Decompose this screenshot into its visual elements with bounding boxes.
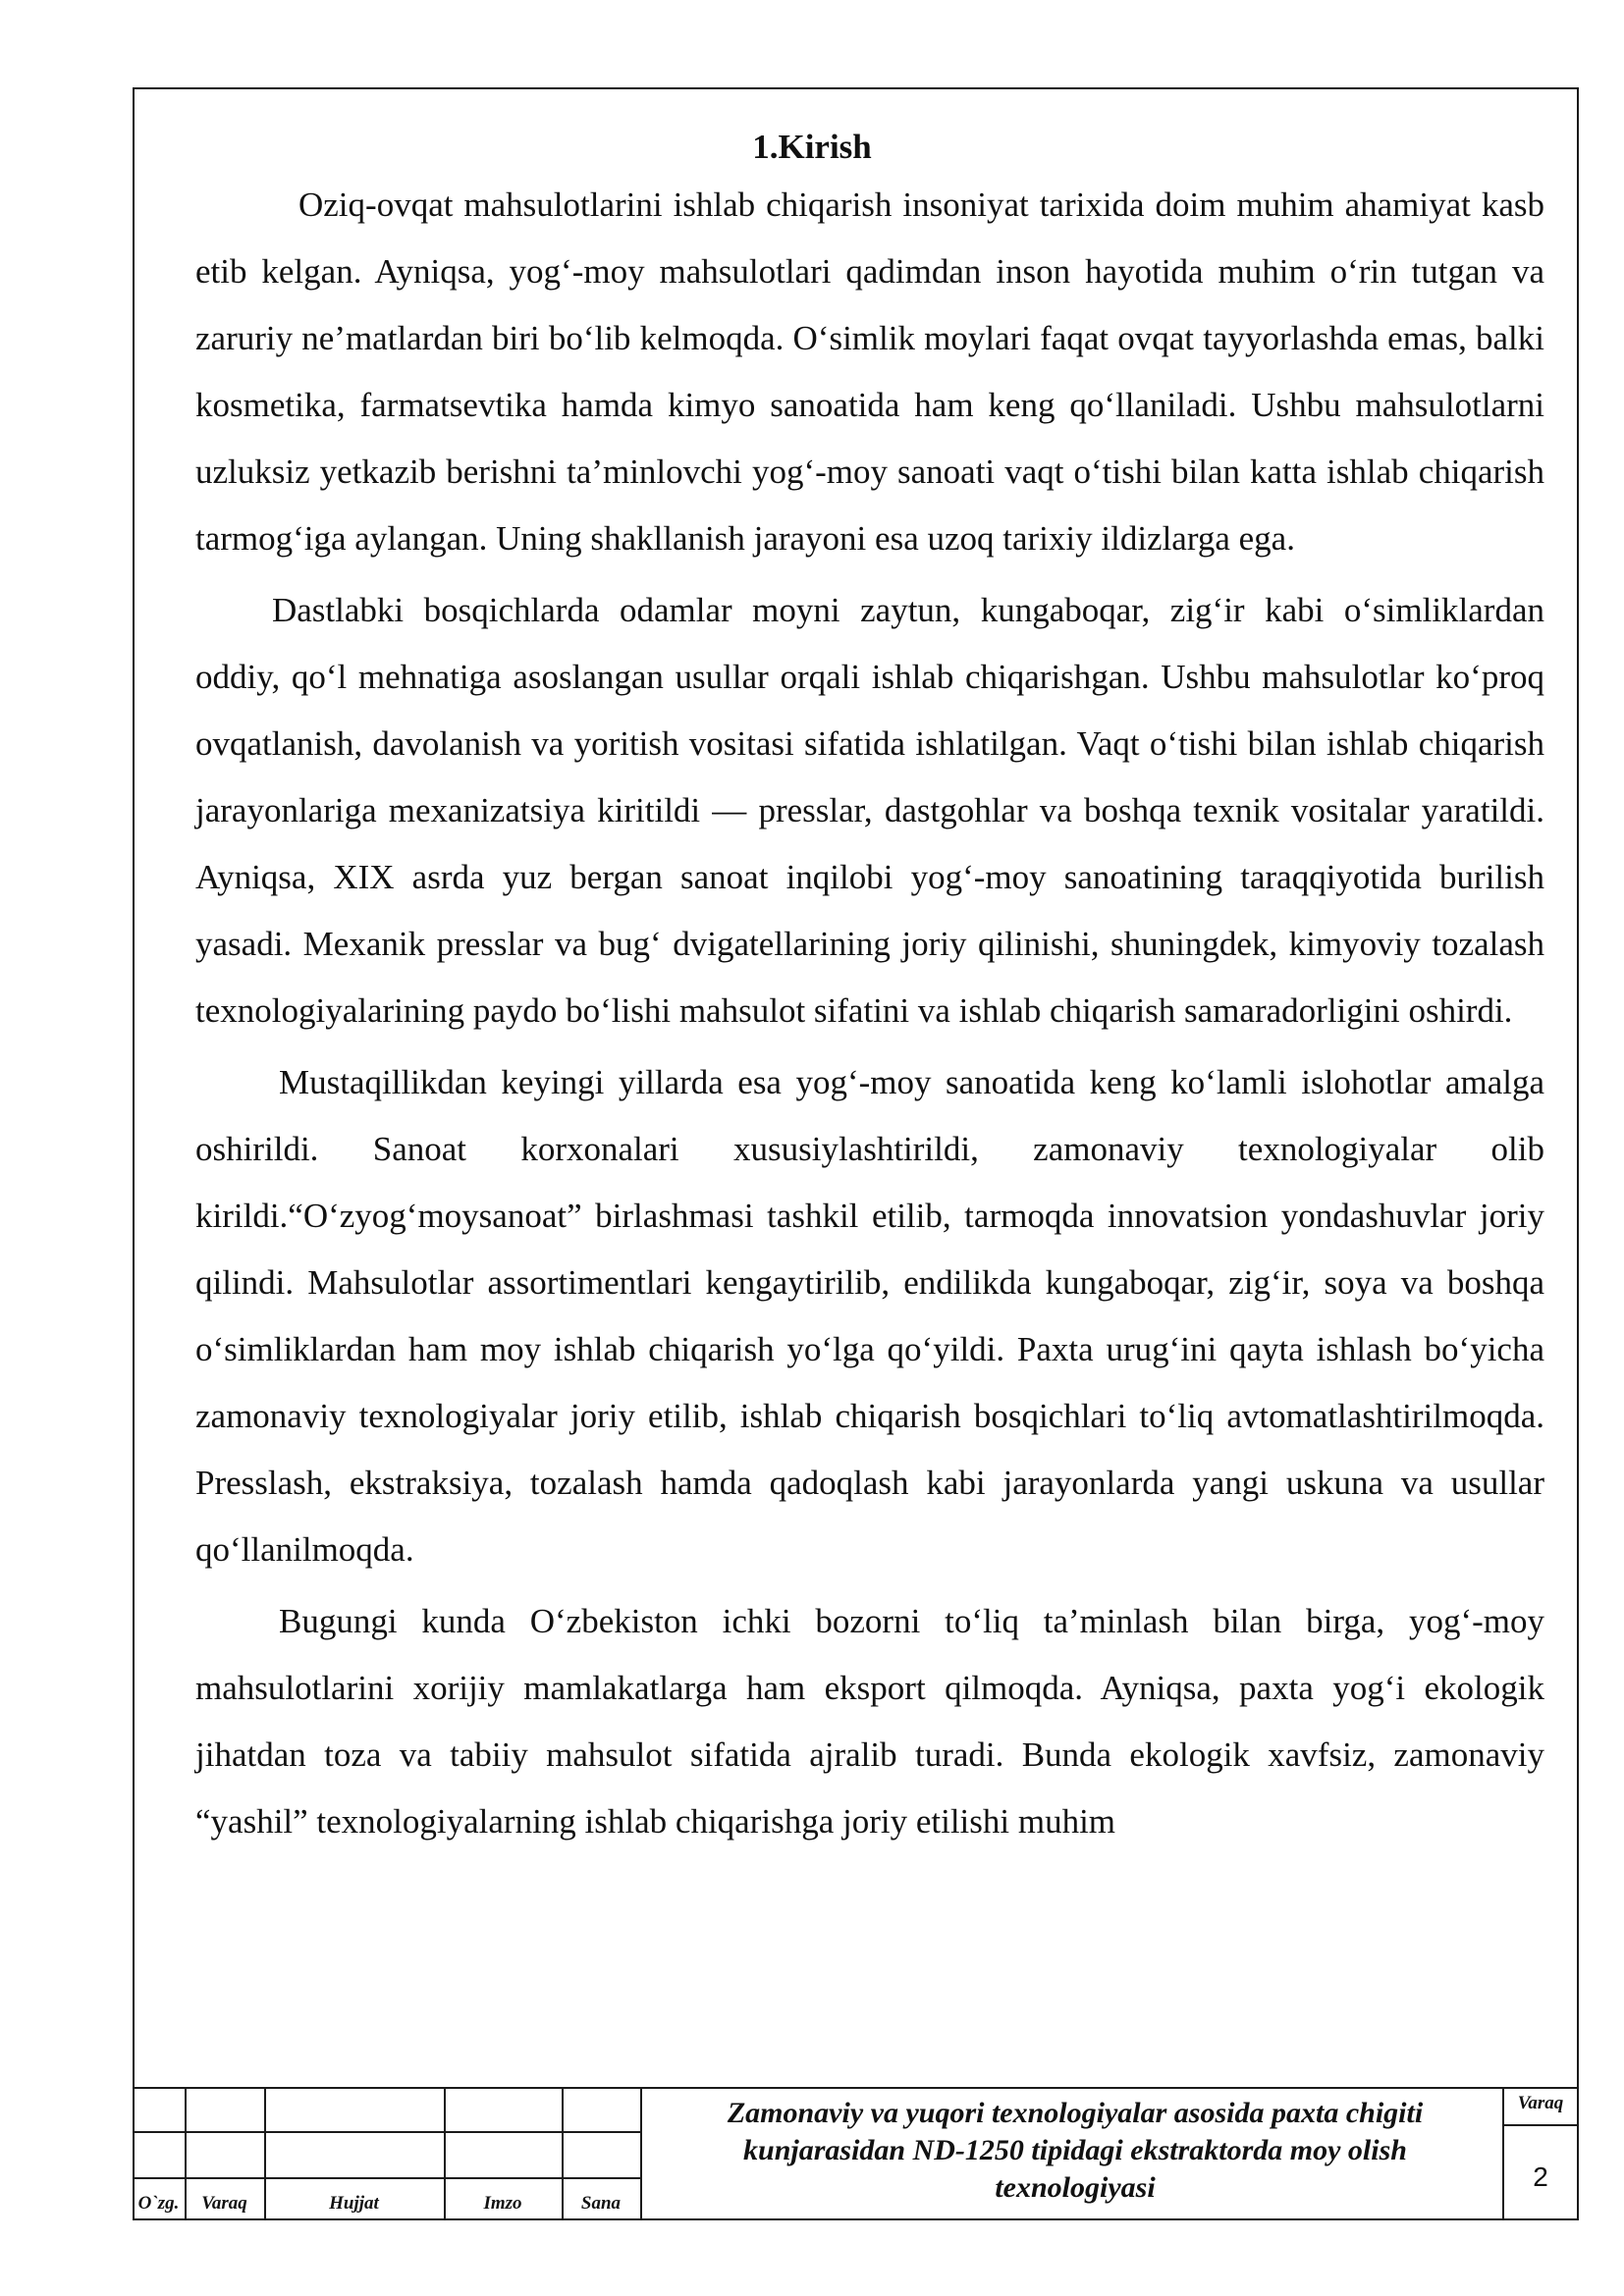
sheet-label: Varaq: [201, 2193, 247, 2214]
date-label: Sana: [580, 2193, 622, 2214]
stamp-document-title: [648, 2095, 1502, 2207]
paragraph-2: Dastlabki bosqichlarda odamlar moyni zaytun, kungaboqar, zig‘ir kabi o‘simliklardan oddiy, qo‘l mehnatiga asoslangan usullar orqali ishlab chiqarishgan. Ushbu mahsulotlar ko‘proq ovqatlanish, davolanish va yoritish vositasi sifatida ishlatilgan. Vaqt o‘tishi bilan ishlab chiqarish jarayonlariga mexanizatsiya kiritildi — presslar, dastgohlar va boshqa texnik vositalar yaratildi. Ayniqsa, XIX asrda yuz bergan sanoat inqilobi yog‘-moy sanoatining taraqqiyotida burilish yasadi. Mexanik presslar va bug‘ dvigatellarining joriy qilinishi, shuningdek, kimyoviy tozalash texnologiyalarining paydo bo‘lishi mahsulot sifatini va ishlab chiqarish samaradorligini oshirdi.: [195, 591, 1544, 1030]
paragraph-4: Bugungi kunda O‘zbekiston ichki bozorni to‘liq ta’minlash bilan birga, yog‘-moy mahsulotlarini xorijiy mamlakatlarga ham eksport qilmoqda. Ayniqsa, paxta yog‘i ekologik jihatdan toza va tabiiy mahsulot sifatida ajralib turadi. Bunda ekologik xavfsiz, zamonaviy “yashil” texnologiyalarning ishlab chiqarishga joriy etilishi muhim: [195, 1602, 1544, 1841]
stamp-row-line: [1502, 2124, 1579, 2126]
document-label: Hujjat: [329, 2193, 379, 2214]
sheet-header: Varaq: [1517, 2093, 1564, 2113]
body-text: [195, 172, 1544, 1855]
stamp-title-line: Zamonaviy va yuqori texnologiyalar asosida paxta chigiti: [727, 2097, 1424, 2129]
page-number: 2: [1533, 2162, 1548, 2192]
signature-label: Imzo: [483, 2193, 522, 2214]
stamp-title-line: texnologiyasi: [995, 2171, 1156, 2204]
change-label: O`zg.: [137, 2193, 180, 2214]
paragraph-3: Mustaqillikdan keyingi yillarda esa yog‘-moy sanoatida keng ko‘lamli islohotlar amalga oshirildi. Sanoat korxonalari xususiylashtirildi, zamonaviy texnologiyalar olib kirildi.“O‘zyog‘moysanoat” birlashmasi tashkil etilib, tarmoqda innovatsion yondashuvlar joriy qilindi. Mahsulotlar assortimentlari kengaytirilib, endilikda kungaboqar, zig‘ir, soya va boshqa o‘simliklardan ham moy ishlab chiqarish yo‘lga qo‘yildi. Paxta urug‘ini qayta ishlash bo‘yicha zamonaviy texnologiyalar joriy etilib, ishlab chiqarish bosqichlari to‘liq avtomatlashtirilmoqda. Presslash, ekstraksiya, tozalash hamda qadoqlash kabi jarayonlarda yangi uskuna va usullar qo‘llanilmoqda.: [195, 1063, 1544, 1569]
title-block-stamp: [133, 2087, 1579, 2220]
stamp-title-line: kunjarasidan ND-1250 tipidagi ekstraktorda moy olish: [743, 2134, 1407, 2166]
paragraph-1: Oziq-ovqat mahsulotlarini ishlab chiqarish insoniyat tarixida doim muhim ahamiyat kasb etib kelgan. Ayniqsa, yog‘-moy mahsulotlari qadimdan inson hayotida muhim o‘rin tutgan va zaruriy ne’matlardan biri bo‘lib kelmoqda. O‘simlik moylari faqat ovqat tayyorlashda emas, balki kosmetika, farmatsevtika hamda kimyo sanoatida ham keng qo‘llaniladi. Ushbu mahsulotlarni uzluksiz yetkazib berishni ta’minlovchi yog‘-moy sanoati vaqt o‘tishi bilan katta ishlab chiqarish tarmog‘iga aylangan. Uning shakllanish jarayoni esa uzoq tarixiy ildizlarga ega.: [195, 186, 1544, 558]
section-title: 1.Kirish: [752, 128, 872, 166]
stamp-row-line: [133, 2177, 640, 2179]
stamp-divider: [640, 2089, 642, 2220]
stamp-row-line: [133, 2131, 640, 2133]
